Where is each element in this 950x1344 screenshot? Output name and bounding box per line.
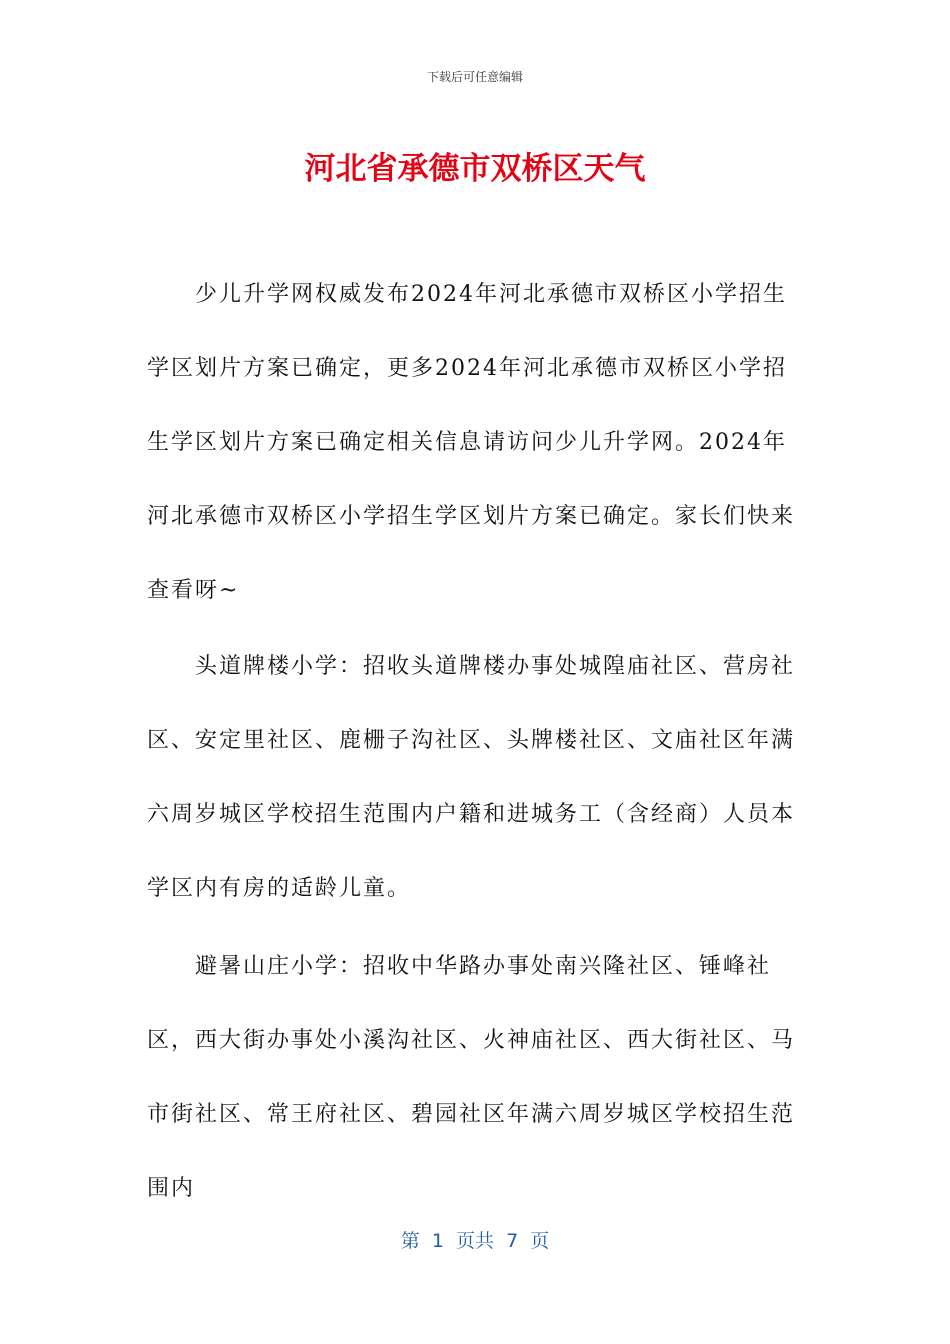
paragraph-toudao-school — [147, 630, 807, 926]
paragraph-text: 避暑山庄小学：招收中华路办事处南兴隆社区、锤峰社区，西大街办事处小溪沟社区、火神庙社区、西大街社区、马市街社区、常王府社区、碧园社区年满六周岁城区学校招生范围内 — [147, 954, 796, 1201]
paragraph-bishu-school — [147, 930, 807, 1226]
paragraph-text: 少儿升学网权威发布2024年河北承德市双桥区小学招生学区划片方案已确定，更多2024年河北承德市双桥区小学招生学区划片方案已确定相关信息请访问少儿升学网。2024年河北承德市双桥区小学招生学区划片方案已确定。家长们快来查看呀~ — [147, 282, 796, 603]
paragraph-intro — [147, 258, 807, 628]
page-number-footer: 第 1 页共 7 页 — [400, 1230, 550, 1252]
header-note: 下载后可任意编辑 — [426, 70, 523, 84]
document-title: 河北省承德市双桥区天气 — [304, 151, 646, 187]
paragraph-text: 头道牌楼小学：招收头道牌楼办事处城隍庙社区、营房社区、安定里社区、鹿栅子沟社区、头牌楼社区、文庙社区年满六周岁城区学校招生范围内户籍和进城务工（含经商）人员本学区内有房的适龄儿童。 — [147, 654, 796, 901]
